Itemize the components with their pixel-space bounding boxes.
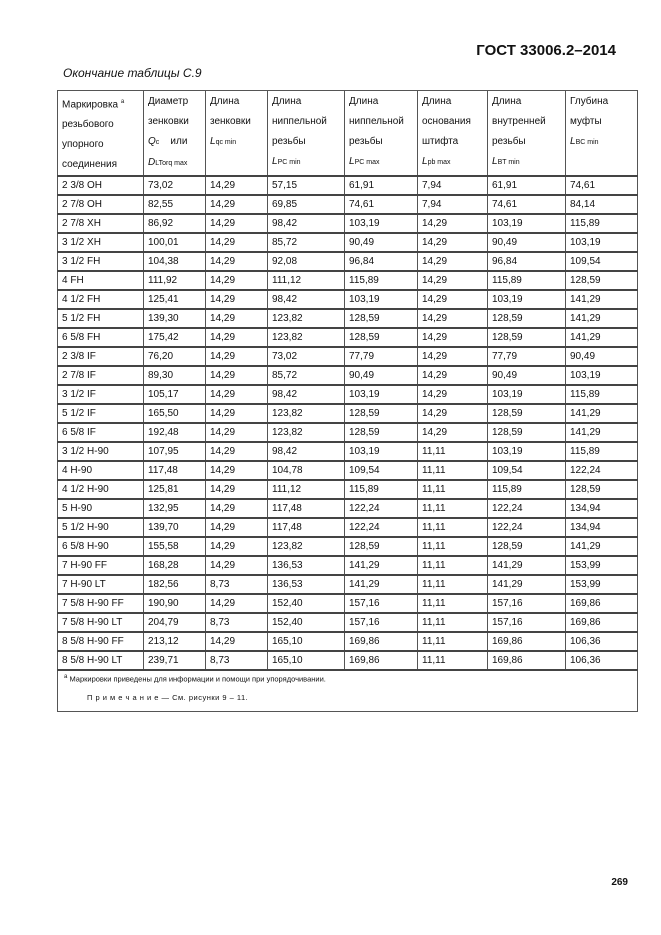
cell-marking: 6 5/8 FH	[58, 328, 144, 347]
table-cell: 117,48	[268, 518, 345, 537]
table-cell: 14,29	[418, 309, 488, 328]
table-cell: 128,59	[345, 309, 418, 328]
col-header-pin-base	[418, 91, 488, 177]
header-subscript: BT min	[497, 159, 520, 166]
table-cell: 84,14	[566, 195, 638, 214]
table-cell: 122,24	[488, 499, 566, 518]
table-cell: 125,41	[144, 290, 206, 309]
table-cell: 165,10	[268, 651, 345, 670]
table-cell: 152,40	[268, 613, 345, 632]
table-cell: 107,95	[144, 442, 206, 461]
table-cell: 14,29	[206, 252, 268, 271]
header-subscript: LTorq max	[155, 160, 188, 167]
header-line: Длина	[349, 96, 379, 107]
table-cell: 90,49	[488, 366, 566, 385]
table-cell: 89,30	[144, 366, 206, 385]
table-cell: 128,59	[488, 309, 566, 328]
header-line: Длина	[272, 96, 302, 107]
header-line: резьбы	[349, 136, 383, 147]
table-cell: 90,49	[488, 233, 566, 252]
footnote-mark: a	[120, 99, 125, 105]
table-cell: 153,99	[566, 575, 638, 594]
table-cell: 11,11	[418, 594, 488, 613]
cell-marking: 2 7/8 XH	[58, 214, 144, 233]
header-line: соединения	[62, 159, 118, 171]
table-cell: 14,29	[418, 214, 488, 233]
table-row	[58, 195, 638, 214]
header-line: Глубина	[570, 96, 609, 107]
table-cell: 14,29	[206, 499, 268, 518]
table-cell: 96,84	[488, 252, 566, 271]
table-row	[58, 328, 638, 347]
table-cell: 86,92	[144, 214, 206, 233]
table-cell: 14,29	[206, 442, 268, 461]
table-cell: 139,30	[144, 309, 206, 328]
table-cell: 141,29	[345, 556, 418, 575]
col-header-countersink-diameter	[144, 91, 206, 177]
table-cell: 165,50	[144, 404, 206, 423]
table-cell: 14,29	[418, 366, 488, 385]
table-cell: 11,11	[418, 518, 488, 537]
table-cell: 11,11	[418, 613, 488, 632]
table-cell: 136,53	[268, 556, 345, 575]
cell-marking: 2 7/8 OH	[58, 195, 144, 214]
table-cell: 11,11	[418, 461, 488, 480]
table-cell: 14,29	[206, 632, 268, 651]
header-line: зенковки	[148, 116, 189, 127]
header-symbol: L	[422, 156, 428, 167]
table-cell: 122,24	[345, 499, 418, 518]
table-cell: 169,86	[488, 632, 566, 651]
table-row	[58, 252, 638, 271]
table-cell: 14,29	[206, 385, 268, 404]
header-subscript: PC min	[277, 159, 301, 166]
table-cell: 11,11	[418, 499, 488, 518]
table-cell: 103,19	[488, 290, 566, 309]
header-line: резьбового	[62, 119, 114, 131]
table-cell: 98,42	[268, 442, 345, 461]
header-line: основания	[422, 116, 471, 127]
header-subscript: c	[155, 139, 160, 146]
table-cell: 141,29	[566, 309, 638, 328]
cell-marking: 4 H-90	[58, 461, 144, 480]
col-header-countersink-length	[206, 91, 268, 177]
table-cell: 11,11	[418, 575, 488, 594]
table-cell: 90,49	[345, 233, 418, 252]
table-cell: 103,19	[345, 290, 418, 309]
footnote-a	[64, 674, 637, 684]
table-cell: 128,59	[488, 328, 566, 347]
header-line: зенковки	[210, 116, 251, 127]
table-cell: 103,19	[488, 214, 566, 233]
cell-marking: 3 1/2 XH	[58, 233, 144, 252]
footnote-cell	[58, 670, 638, 712]
table-cell: 96,84	[345, 252, 418, 271]
header-symbol: L	[349, 156, 355, 167]
header-line: Длина	[210, 96, 240, 107]
table-row	[58, 575, 638, 594]
table-cell: 61,91	[345, 176, 418, 195]
table-cell: 11,11	[418, 556, 488, 575]
table-cell: 239,71	[144, 651, 206, 670]
header-symbol: L	[570, 136, 576, 147]
table-cell: 125,81	[144, 480, 206, 499]
table-container	[57, 90, 637, 712]
table-cell: 128,59	[345, 537, 418, 556]
table-row	[58, 271, 638, 290]
table-cell: 14,29	[206, 594, 268, 613]
cell-marking: 3 1/2 FH	[58, 252, 144, 271]
table-cell: 14,29	[206, 461, 268, 480]
cell-marking: 6 5/8 IF	[58, 423, 144, 442]
table-cell: 169,86	[488, 651, 566, 670]
table-cell: 117,48	[268, 499, 345, 518]
table-cell: 103,19	[566, 233, 638, 252]
table-cell: 141,29	[566, 290, 638, 309]
col-header-marking	[58, 91, 144, 177]
cell-marking: 7 5/8 H-90 FF	[58, 594, 144, 613]
table-cell: 111,12	[268, 271, 345, 290]
table-cell: 213,12	[144, 632, 206, 651]
table-cell: 157,16	[345, 594, 418, 613]
table-cell: 73,02	[144, 176, 206, 195]
table-cell: 105,17	[144, 385, 206, 404]
table-cell: 14,29	[206, 480, 268, 499]
table-cell: 14,29	[206, 309, 268, 328]
table-cell: 115,89	[566, 385, 638, 404]
footnote-a-text: Маркировки приведены для информации и помощи при упорядочивании.	[69, 674, 326, 684]
table-cell: 157,16	[488, 613, 566, 632]
header-line: муфты	[570, 116, 602, 127]
header-line: Диаметр	[148, 96, 189, 107]
table-cell: 111,92	[144, 271, 206, 290]
table-row	[58, 518, 638, 537]
table-cell: 141,29	[488, 556, 566, 575]
table-cell: 7,94	[418, 195, 488, 214]
table-cell: 14,29	[206, 328, 268, 347]
table-cell: 90,49	[345, 366, 418, 385]
header-line: Длина	[492, 96, 522, 107]
data-table	[57, 90, 638, 712]
table-cell: 123,82	[268, 309, 345, 328]
cell-marking: 3 1/2 H-90	[58, 442, 144, 461]
standard-number: ГОСТ 33006.2–2014	[476, 42, 616, 59]
table-row	[58, 537, 638, 556]
table-cell: 128,59	[488, 423, 566, 442]
header-line: ниппельной	[272, 116, 327, 127]
cell-marking: 5 H-90	[58, 499, 144, 518]
table-cell: 11,11	[418, 480, 488, 499]
table-body	[58, 176, 638, 670]
header-line: упорного	[62, 139, 104, 151]
cell-marking: 2 3/8 IF	[58, 347, 144, 366]
cell-marking: 7 H-90 LT	[58, 575, 144, 594]
table-row	[58, 632, 638, 651]
table-row	[58, 651, 638, 670]
table-cell: 134,94	[566, 499, 638, 518]
table-cell: 14,29	[206, 404, 268, 423]
table-cell: 109,54	[566, 252, 638, 271]
table-cell: 141,29	[488, 575, 566, 594]
cell-marking: 4 FH	[58, 271, 144, 290]
table-cell: 115,89	[566, 214, 638, 233]
table-cell: 61,91	[488, 176, 566, 195]
table-cell: 98,42	[268, 385, 345, 404]
table-cell: 92,08	[268, 252, 345, 271]
table-row	[58, 385, 638, 404]
table-cell: 115,89	[345, 271, 418, 290]
cell-marking: 3 1/2 IF	[58, 385, 144, 404]
table-cell: 128,59	[566, 271, 638, 290]
cell-marking: 8 5/8 H-90 LT	[58, 651, 144, 670]
cell-marking: 7 H-90 FF	[58, 556, 144, 575]
table-cell: 122,24	[345, 518, 418, 537]
table-cell: 8,73	[206, 575, 268, 594]
table-cell: 14,29	[206, 233, 268, 252]
table-row	[58, 480, 638, 499]
col-header-box-depth	[566, 91, 638, 177]
table-cell: 103,19	[488, 442, 566, 461]
table-cell: 141,29	[566, 328, 638, 347]
table-cell: 141,29	[566, 423, 638, 442]
table-cell: 123,82	[268, 423, 345, 442]
cell-marking: 2 7/8 IF	[58, 366, 144, 385]
table-cell: 11,11	[418, 651, 488, 670]
table-cell: 14,29	[206, 214, 268, 233]
table-cell: 190,90	[144, 594, 206, 613]
cell-marking: 6 5/8 H-90	[58, 537, 144, 556]
table-cell: 182,56	[144, 575, 206, 594]
table-cell: 14,29	[206, 423, 268, 442]
table-cell: 141,29	[345, 575, 418, 594]
table-cell: 128,59	[345, 423, 418, 442]
header-symbol: L	[272, 156, 278, 167]
header-symbol: L	[492, 156, 498, 167]
table-row	[58, 499, 638, 518]
table-cell: 14,29	[206, 537, 268, 556]
table-cell: 104,38	[144, 252, 206, 271]
header-subscript: qc min	[215, 139, 237, 146]
header-or: или	[170, 136, 188, 147]
table-row	[58, 442, 638, 461]
table-cell: 7,94	[418, 176, 488, 195]
table-cell: 165,10	[268, 632, 345, 651]
header-subscript: BC min	[575, 139, 599, 146]
table-cell: 76,20	[144, 347, 206, 366]
table-cell: 123,82	[268, 404, 345, 423]
header-line: резьбы	[492, 136, 526, 147]
footnote-row	[58, 670, 638, 712]
table-cell: 74,61	[566, 176, 638, 195]
note-text: — См. рисунки 9 – 11.	[158, 692, 249, 702]
table-cell: 123,82	[268, 537, 345, 556]
table-cell: 122,24	[488, 518, 566, 537]
table-cell: 82,55	[144, 195, 206, 214]
cell-marking: 7 5/8 H-90 LT	[58, 613, 144, 632]
table-cell: 157,16	[488, 594, 566, 613]
table-cell: 104,78	[268, 461, 345, 480]
page-number: 269	[611, 877, 628, 888]
table-cell: 132,95	[144, 499, 206, 518]
table-cell: 14,29	[206, 195, 268, 214]
table-cell: 11,11	[418, 442, 488, 461]
table-cell: 98,42	[268, 290, 345, 309]
table-cell: 128,59	[488, 404, 566, 423]
header-line: штифта	[422, 136, 459, 147]
table-cell: 103,19	[488, 385, 566, 404]
table-cell: 128,59	[566, 480, 638, 499]
table-cell: 74,61	[488, 195, 566, 214]
table-cell: 141,29	[566, 537, 638, 556]
table-cell: 14,29	[206, 366, 268, 385]
header-line: внутренней	[492, 116, 546, 127]
table-row	[58, 404, 638, 423]
table-cell: 169,86	[566, 594, 638, 613]
table-cell: 11,11	[418, 632, 488, 651]
table-cell: 103,19	[345, 442, 418, 461]
table-cell: 103,19	[566, 366, 638, 385]
table-cell: 74,61	[345, 195, 418, 214]
table-cell: 103,19	[345, 214, 418, 233]
table-cell: 90,49	[566, 347, 638, 366]
table-cell: 169,86	[345, 651, 418, 670]
table-cell: 106,36	[566, 632, 638, 651]
table-cell: 14,29	[418, 252, 488, 271]
table-row	[58, 176, 638, 195]
table-cell: 11,11	[418, 537, 488, 556]
table-cell: 14,29	[418, 347, 488, 366]
table-cell: 111,12	[268, 480, 345, 499]
table-cell: 115,89	[488, 271, 566, 290]
table-cell: 14,29	[206, 556, 268, 575]
header-line: Длина	[422, 96, 452, 107]
cell-marking: 5 1/2 H-90	[58, 518, 144, 537]
table-cell: 192,48	[144, 423, 206, 442]
table-cell: 14,29	[206, 347, 268, 366]
table-cell: 157,16	[345, 613, 418, 632]
header-subscript: PC max	[354, 159, 380, 166]
table-cell: 14,29	[206, 176, 268, 195]
table-cell: 141,29	[566, 404, 638, 423]
table-cell: 136,53	[268, 575, 345, 594]
table-cell: 139,70	[144, 518, 206, 537]
table-cell: 103,19	[345, 385, 418, 404]
header-subscript: pb max	[427, 159, 451, 166]
table-cell: 14,29	[418, 290, 488, 309]
table-row	[58, 613, 638, 632]
table-cell: 117,48	[144, 461, 206, 480]
table-caption: Окончание таблицы С.9	[63, 66, 202, 80]
footnote-a-mark: a	[64, 674, 68, 681]
table-cell: 106,36	[566, 651, 638, 670]
cell-marking: 4 1/2 FH	[58, 290, 144, 309]
table-cell: 128,59	[345, 328, 418, 347]
table-cell: 14,29	[206, 271, 268, 290]
header-row	[58, 91, 638, 177]
table-cell: 73,02	[268, 347, 345, 366]
table-cell: 122,24	[566, 461, 638, 480]
col-header-pin-thread-min	[268, 91, 345, 177]
table-row	[58, 233, 638, 252]
table-cell: 98,42	[268, 214, 345, 233]
table-cell: 175,42	[144, 328, 206, 347]
table-cell: 115,89	[566, 442, 638, 461]
header-symbol: L	[210, 136, 216, 147]
table-cell: 134,94	[566, 518, 638, 537]
table-cell: 123,82	[268, 328, 345, 347]
cell-marking: 2 3/8 OH	[58, 176, 144, 195]
table-cell: 14,29	[418, 328, 488, 347]
header-symbol: D	[148, 157, 156, 168]
table-cell: 14,29	[418, 404, 488, 423]
table-cell: 85,72	[268, 366, 345, 385]
col-header-box-thread	[488, 91, 566, 177]
table-cell: 14,29	[418, 233, 488, 252]
table-row	[58, 594, 638, 613]
table-cell: 152,40	[268, 594, 345, 613]
cell-marking: 5 1/2 IF	[58, 404, 144, 423]
table-cell: 14,29	[206, 518, 268, 537]
table-cell: 14,29	[206, 290, 268, 309]
table-cell: 14,29	[418, 423, 488, 442]
table-cell: 109,54	[488, 461, 566, 480]
table-cell: 115,89	[345, 480, 418, 499]
table-cell: 128,59	[345, 404, 418, 423]
table-cell: 168,28	[144, 556, 206, 575]
table-cell: 153,99	[566, 556, 638, 575]
table-row	[58, 423, 638, 442]
table-cell: 100,01	[144, 233, 206, 252]
col-header-pin-thread-max	[345, 91, 418, 177]
table-cell: 8,73	[206, 613, 268, 632]
table-row	[58, 290, 638, 309]
table-cell: 169,86	[566, 613, 638, 632]
cell-marking: 5 1/2 FH	[58, 309, 144, 328]
table-row	[58, 214, 638, 233]
table-row	[58, 556, 638, 575]
note	[87, 693, 637, 702]
table-row	[58, 347, 638, 366]
table-cell: 85,72	[268, 233, 345, 252]
header-line: резьбы	[272, 136, 306, 147]
table-cell: 109,54	[345, 461, 418, 480]
table-row	[58, 309, 638, 328]
table-cell: 14,29	[418, 271, 488, 290]
table-cell: 77,79	[345, 347, 418, 366]
note-label: П р и м е ч а н и е	[87, 692, 159, 702]
table-cell: 57,15	[268, 176, 345, 195]
table-cell: 115,89	[488, 480, 566, 499]
table-row	[58, 366, 638, 385]
table-row	[58, 461, 638, 480]
table-cell: 128,59	[488, 537, 566, 556]
table-cell: 8,73	[206, 651, 268, 670]
cell-marking: 8 5/8 H-90 FF	[58, 632, 144, 651]
table-cell: 169,86	[345, 632, 418, 651]
header-line: ниппельной	[349, 116, 404, 127]
table-cell: 204,79	[144, 613, 206, 632]
table-cell: 14,29	[418, 385, 488, 404]
table-cell: 69,85	[268, 195, 345, 214]
table-cell: 155,58	[144, 537, 206, 556]
header-line: Маркировка	[62, 99, 119, 111]
table-cell: 77,79	[488, 347, 566, 366]
cell-marking: 4 1/2 H-90	[58, 480, 144, 499]
header-symbol: Q	[148, 136, 156, 147]
